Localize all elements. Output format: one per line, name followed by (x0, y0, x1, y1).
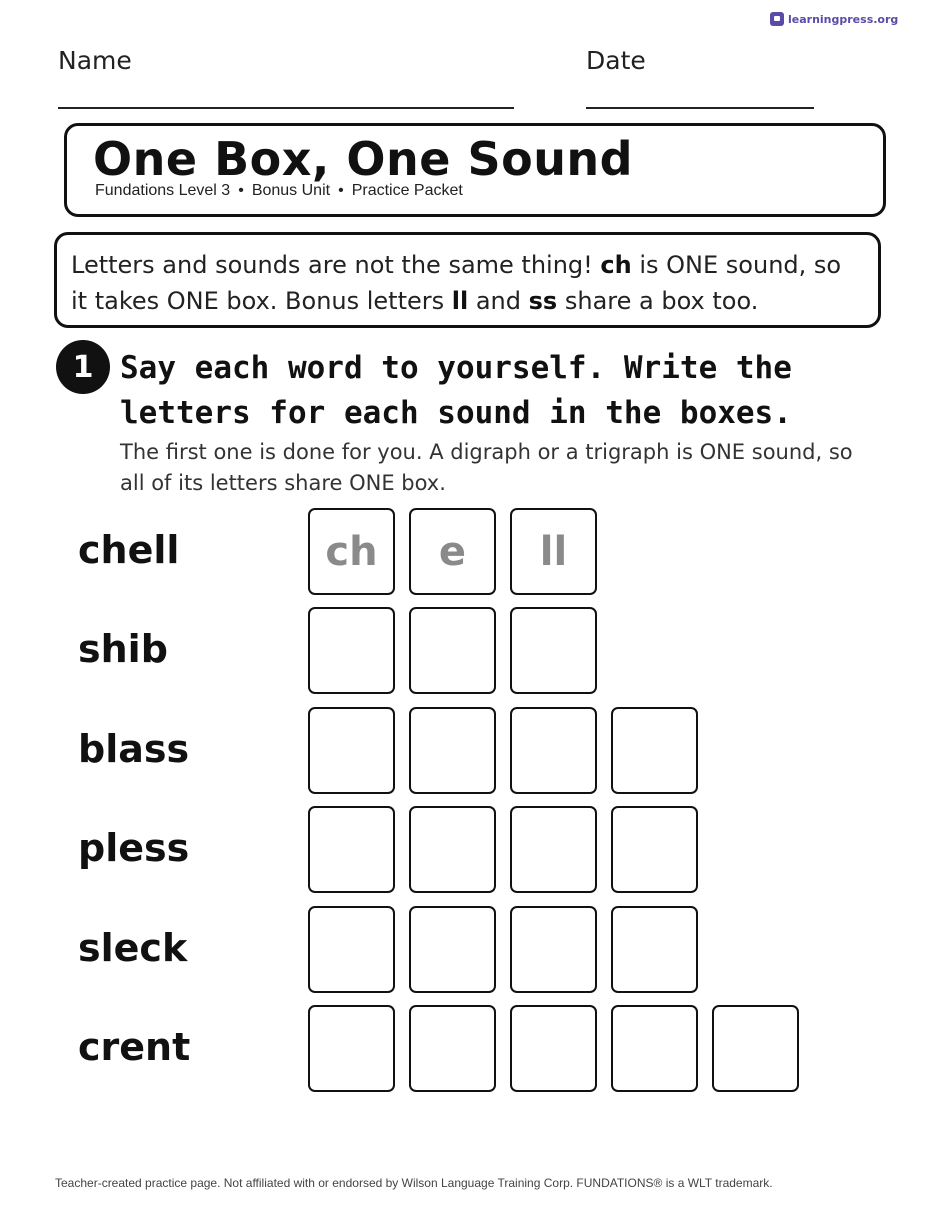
word-label: chell (78, 528, 180, 572)
sound-box[interactable] (308, 607, 395, 694)
section-title: Say each word to yourself. Write the letters for each sound in the boxes. (120, 350, 792, 431)
name-line (58, 107, 514, 109)
sound-box[interactable] (308, 707, 395, 794)
sound-box[interactable] (611, 806, 698, 893)
word-label: shib (78, 627, 168, 671)
word-label: pless (78, 826, 190, 870)
sound-box[interactable]: e (409, 508, 496, 595)
date-label: Date (586, 46, 646, 75)
name-label: Name (58, 46, 132, 75)
subtitle-separator: • (338, 182, 344, 199)
word-row (0, 906, 935, 994)
sound-box[interactable] (510, 906, 597, 993)
note-bold-ch: ch (600, 251, 632, 279)
subtitle-separator: • (238, 182, 244, 199)
word-label: blass (78, 727, 190, 771)
word-label: sleck (78, 926, 188, 970)
sound-box[interactable] (611, 906, 698, 993)
sound-box[interactable] (308, 806, 395, 893)
page-subtitle (95, 182, 463, 200)
word-label: crent (78, 1025, 191, 1069)
sound-box[interactable] (409, 806, 496, 893)
note-box (54, 232, 881, 328)
sound-box[interactable] (510, 1005, 597, 1092)
word-row (0, 508, 935, 596)
word-row (0, 707, 935, 795)
sound-box[interactable] (409, 707, 496, 794)
note-text: Letters and sounds are not the same thing! (71, 251, 601, 279)
note-text: and (468, 287, 529, 315)
section-number-badge: 1 (56, 340, 110, 394)
sound-box[interactable] (510, 707, 597, 794)
word-row (0, 806, 935, 894)
sound-box[interactable]: ch (308, 508, 395, 595)
section-instructions: The first one is done for you. A digraph or a trigraph is ONE sound, so all of its letters share ONE box. (120, 440, 853, 495)
sound-box[interactable] (611, 707, 698, 794)
note-bold-ll: ll (451, 287, 469, 315)
note-bold-ss: ss (528, 287, 558, 315)
sound-box[interactable]: ll (510, 508, 597, 595)
book-icon (770, 12, 784, 26)
date-line (586, 107, 814, 109)
footer-disclaimer: Teacher-created practice page. Not affiliated with or endorsed by Wilson Language Training Corp. FUNDATIONS® is a WLT trademark. (55, 1176, 773, 1190)
sound-box[interactable] (409, 906, 496, 993)
brand-text: learningpress.org (788, 12, 899, 26)
word-row (0, 607, 935, 695)
sound-box[interactable] (611, 1005, 698, 1092)
word-row (0, 1005, 935, 1093)
note-text: is ONE sound, so it takes ONE box. Bonus letters (71, 251, 842, 315)
title-box (64, 123, 886, 217)
sound-box[interactable] (712, 1005, 799, 1092)
note-text: share a box too. (557, 287, 759, 315)
sound-box[interactable] (510, 806, 597, 893)
page-title: One Box, One Sound (93, 132, 634, 186)
sound-box[interactable] (409, 1005, 496, 1092)
brand-logo (770, 12, 898, 26)
sound-box[interactable] (308, 906, 395, 993)
sound-box[interactable] (409, 607, 496, 694)
subtitle-unit: Bonus Unit (251, 182, 331, 199)
subtitle-packet: Practice Packet (351, 182, 463, 199)
sound-box[interactable] (510, 607, 597, 694)
sound-box[interactable] (308, 1005, 395, 1092)
subtitle-level: Fundations Level 3 (95, 182, 231, 199)
